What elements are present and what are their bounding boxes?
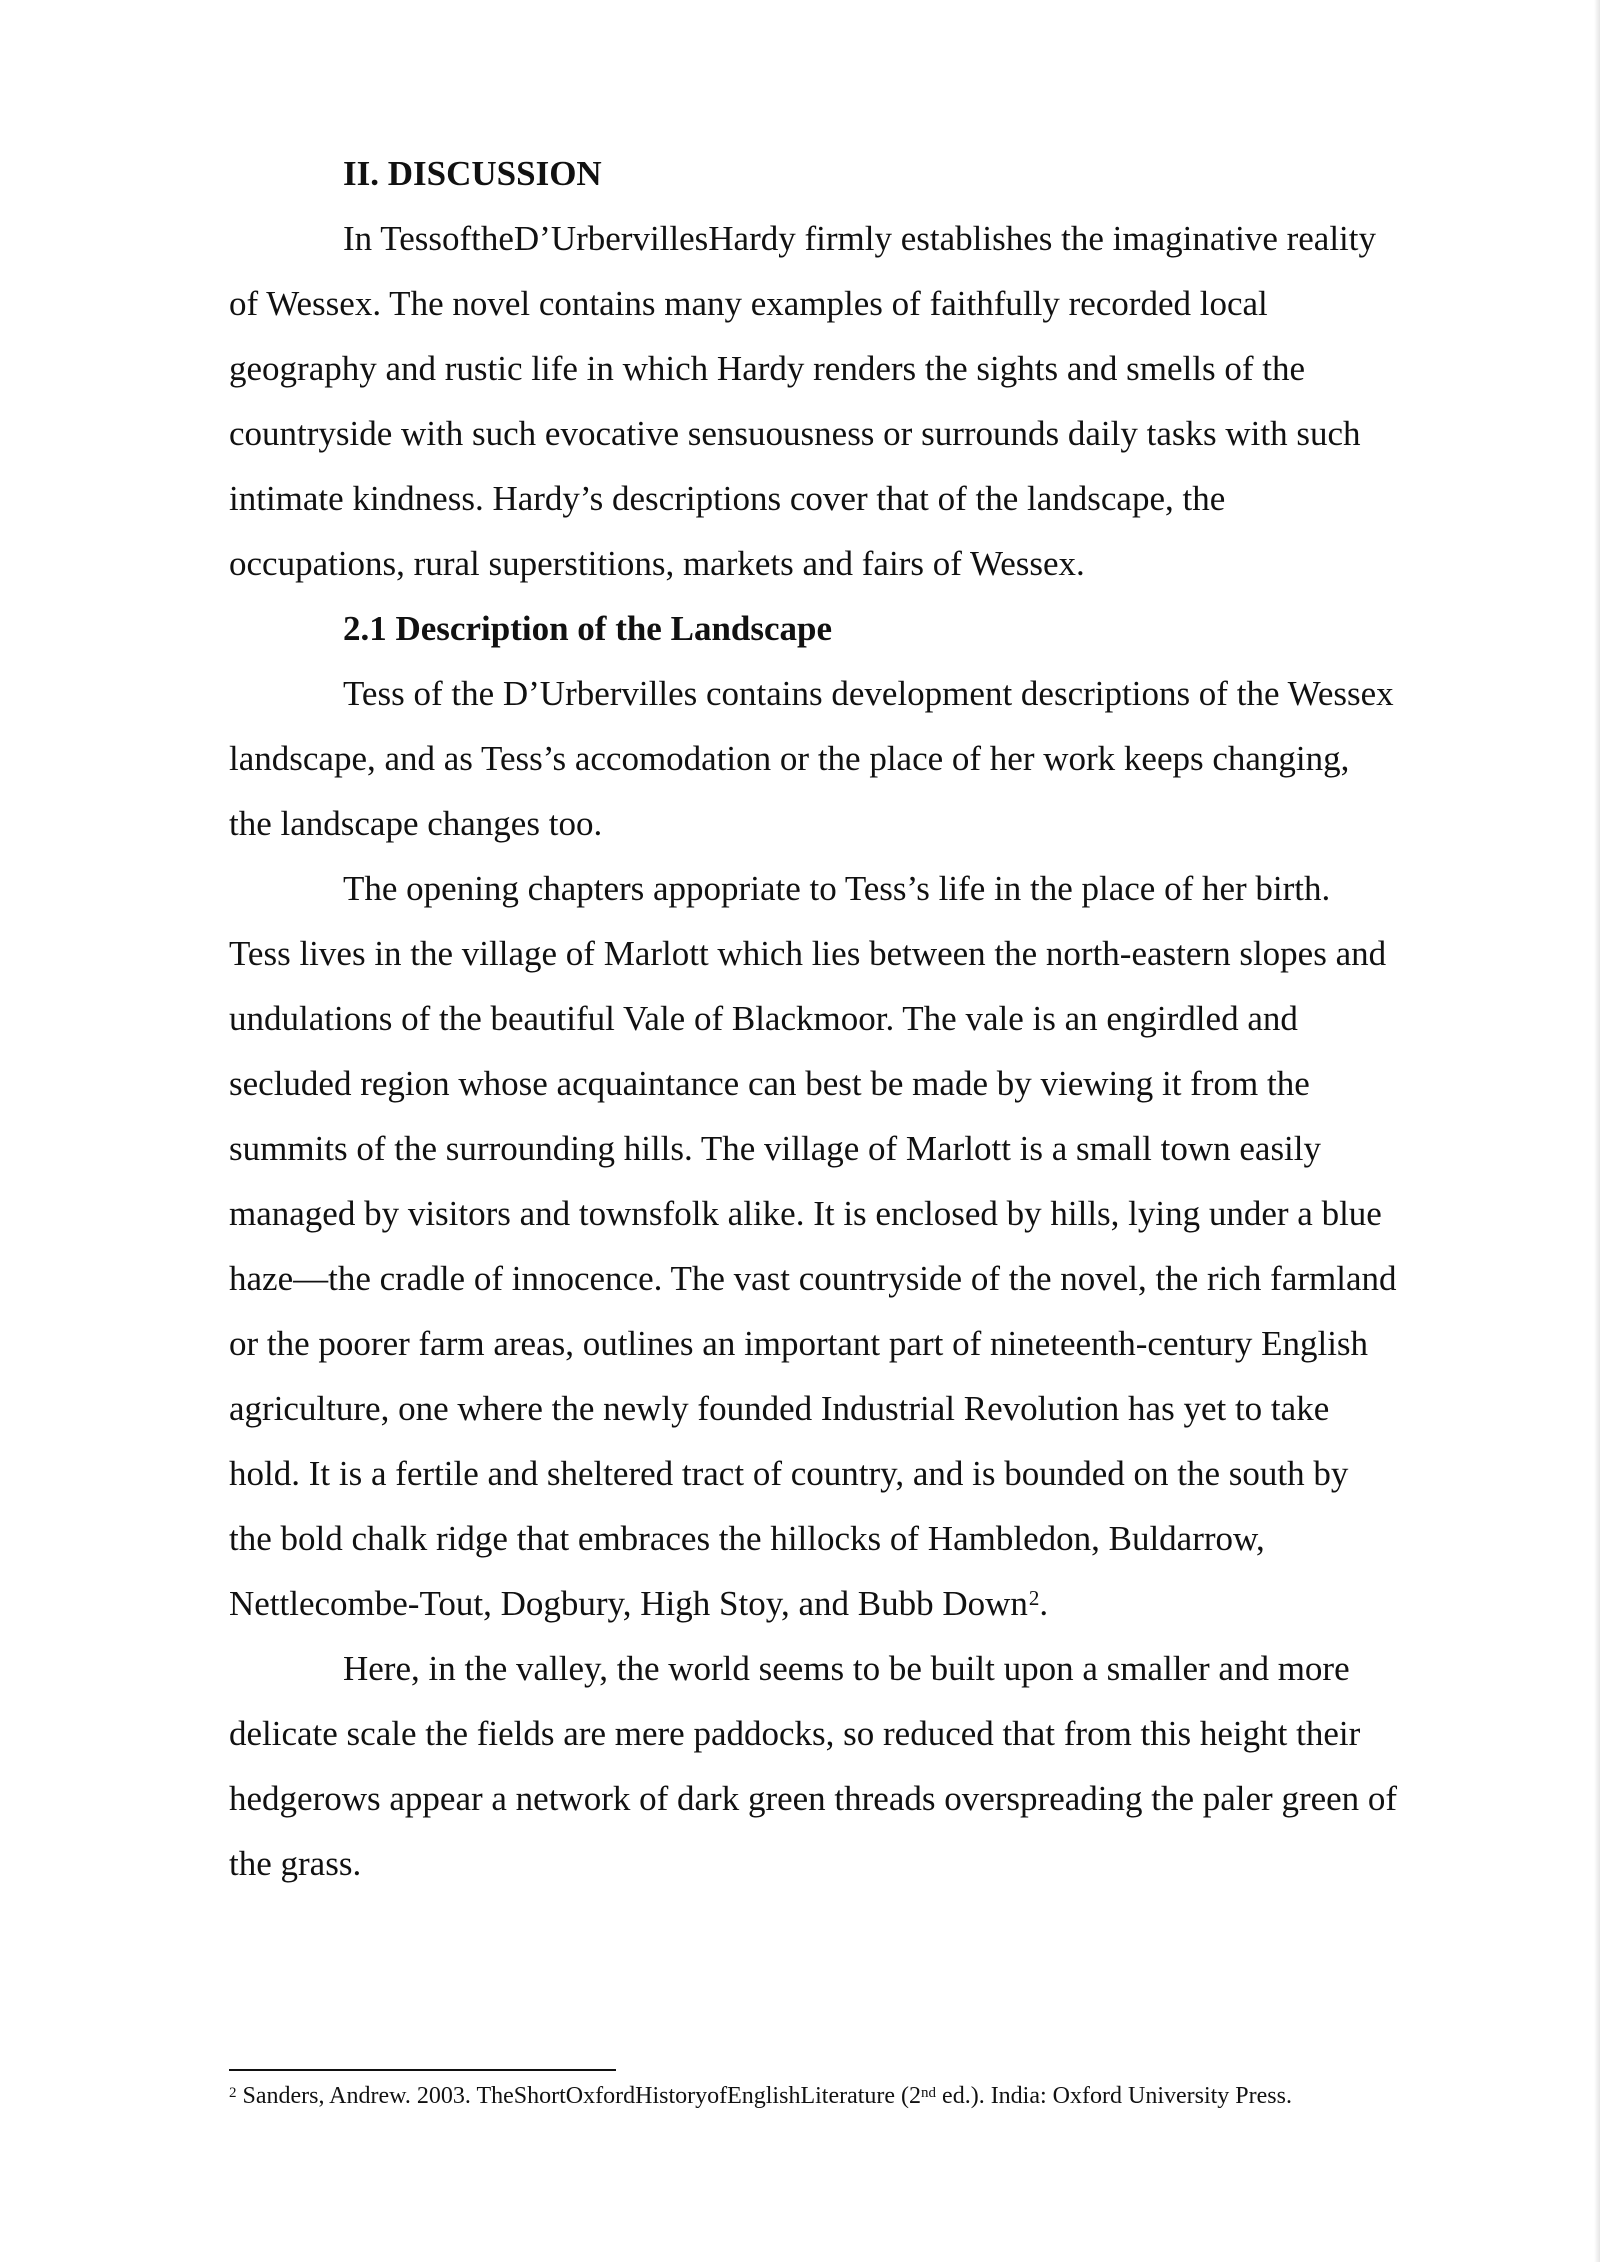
body-line: In TessoftheD’UrbervillesHardy firmly establishes the imaginative reality bbox=[343, 219, 1376, 258]
body-line: haze—the cradle of innocence. The vast countryside of the novel, the rich farmland bbox=[229, 1259, 1397, 1298]
footnote-reference[interactable]: 2 bbox=[1028, 1586, 1040, 1610]
page-edge-shadow bbox=[1594, 0, 1600, 2262]
footnote bbox=[229, 2080, 1292, 2112]
body-line: undulations of the beautiful Vale of Blackmoor. The vale is an engirdled and bbox=[229, 999, 1298, 1038]
body-line: Tess of the D’Urbervilles contains development descriptions of the Wessex bbox=[343, 674, 1394, 713]
footnote-superscript: nd bbox=[921, 2085, 937, 2101]
body-line: agriculture, one where the newly founded Industrial Revolution has yet to take bbox=[229, 1389, 1330, 1428]
body-line: countryside with such evocative sensuousness or surrounds daily tasks with such bbox=[229, 414, 1361, 453]
body-line: delicate scale the fields are mere paddocks, so reduced that from this height their bbox=[229, 1714, 1361, 1753]
body-line: Here, in the valley, the world seems to be built upon a smaller and more bbox=[343, 1649, 1350, 1688]
body-line: occupations, rural superstitions, markets and fairs of Wessex. bbox=[229, 544, 1085, 583]
body-line: or the poorer farm areas, outlines an important part of nineteenth-century English bbox=[229, 1324, 1369, 1363]
body-line: hold. It is a fertile and sheltered tract of country, and is bounded on the south by bbox=[229, 1454, 1349, 1493]
section-heading-discussion: II. DISCUSSION bbox=[343, 154, 602, 193]
body-line: managed by visitors and townsfolk alike. It is enclosed by hills, lying under a blue bbox=[229, 1194, 1382, 1233]
body-line: landscape, and as Tess’s accomodation or the place of her work keeps changing, bbox=[229, 739, 1350, 778]
body-line: secluded region whose acquaintance can best be made by viewing it from the bbox=[229, 1064, 1310, 1103]
body-line-text: Nettlecombe-Tout, Dogbury, High Stoy, and Bubb Down bbox=[229, 1584, 1028, 1623]
body-line: of Wessex. The novel contains many examples of faithfully recorded local bbox=[229, 284, 1268, 323]
body-line-with-footnote bbox=[229, 1582, 1048, 1626]
footnote-text-after: ed.). India: Oxford University Press. bbox=[936, 2083, 1292, 2109]
footnote-separator bbox=[229, 2069, 616, 2071]
body-line: the bold chalk ridge that embraces the hillocks of Hambledon, Buldarrow, bbox=[229, 1519, 1265, 1558]
body-line: the landscape changes too. bbox=[229, 804, 603, 843]
body-line: the grass. bbox=[229, 1844, 362, 1883]
body-line: summits of the surrounding hills. The village of Marlott is a small town easily bbox=[229, 1129, 1322, 1168]
body-line: The opening chapters appopriate to Tess’s life in the place of her birth. bbox=[343, 869, 1331, 908]
footnote-text-before: Sanders, Andrew. 2003. TheShortOxfordHistoryofEnglishLiterature (2 bbox=[236, 2083, 922, 2109]
body-line: intimate kindness. Hardy’s descriptions cover that of the landscape, the bbox=[229, 479, 1226, 518]
body-line: hedgerows appear a network of dark green threads overspreading the paler green of bbox=[229, 1779, 1398, 1818]
body-line: geography and rustic life in which Hardy renders the sights and smells of the bbox=[229, 349, 1305, 388]
section-heading-landscape: 2.1 Description of the Landscape bbox=[343, 609, 833, 648]
line-end-period: . bbox=[1039, 1584, 1049, 1623]
footnote-marker: 2 bbox=[229, 2085, 237, 2101]
body-line: Tess lives in the village of Marlott which lies between the north-eastern slopes and bbox=[229, 934, 1387, 973]
